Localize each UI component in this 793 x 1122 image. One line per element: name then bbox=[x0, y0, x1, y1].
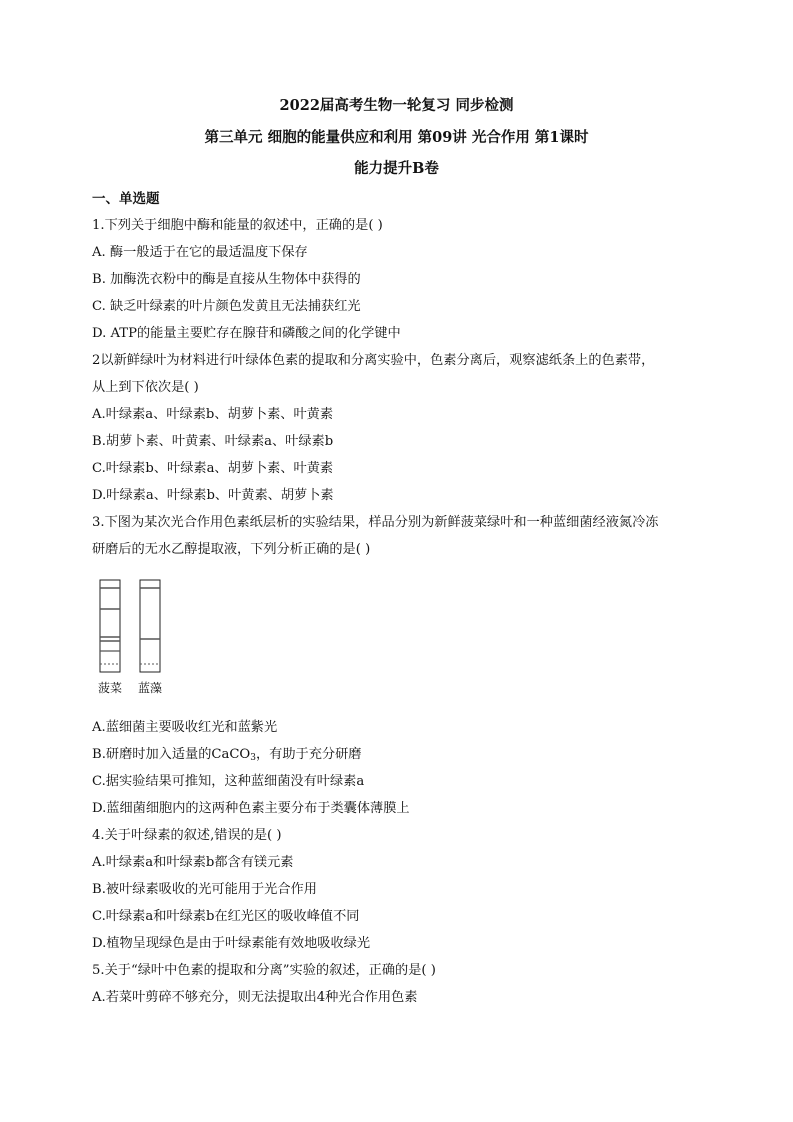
q5-option-a: A.若菜叶剪碎不够充分，则无法提取出4种光合作用色素 bbox=[92, 990, 418, 1005]
doc-title-line-3: 能力提升B卷 bbox=[354, 160, 439, 177]
q4-option-c: C.叶绿素a和叶绿素b在红光区的吸收峰值不同 bbox=[92, 909, 360, 924]
doc-title-line-1: 2022届高考生物一轮复习 同步检测 bbox=[279, 97, 514, 114]
q3-stem-line-1: 3.下图为某次光合作用色素纸层析的实验结果，样品分别为新鲜菠菜绿叶和一种蓝细菌经液氮冷冻 bbox=[92, 515, 659, 530]
q3-option-a: A.蓝细菌主要吸收红光和蓝紫光 bbox=[92, 720, 278, 735]
q5-stem: 5.关于“绿叶中色素的提取和分离”实验的叙述，正确的是( ) bbox=[92, 963, 436, 978]
q4-option-a: A.叶绿素a和叶绿素b都含有镁元素 bbox=[92, 855, 294, 870]
q3-option-c: C.据实验结果可推知，这种蓝细菌没有叶绿素a bbox=[92, 774, 365, 789]
q4-option-b: B.被叶绿素吸收的光可能用于光合作用 bbox=[92, 882, 317, 897]
q4-option-d: D.植物呈现绿色是由于叶绿素能有效地吸收绿光 bbox=[92, 936, 371, 951]
q2-option-a: A.叶绿素a、叶绿素b、胡萝卜素、叶黄素 bbox=[92, 407, 334, 422]
q3-option-d: D.蓝细菌细胞内的这两种色素主要分布于类囊体薄膜上 bbox=[92, 801, 410, 816]
q2-stem-line-2: 从上到下依次是( ) bbox=[92, 380, 199, 395]
q2-option-d: D.叶绿素a、叶绿素b、叶黄素、胡萝卜素 bbox=[92, 488, 334, 503]
q3-option-b bbox=[92, 745, 361, 768]
q1-option-c: C. 缺乏叶绿素的叶片颜色发黄且无法捕获红光 bbox=[92, 299, 361, 314]
strip-cyanobacteria bbox=[140, 580, 160, 672]
q4-stem: 4.关于叶绿素的叙述,错误的是( ) bbox=[92, 828, 282, 843]
q2-stem-line-1: 2以新鲜绿叶为材料进行叶绿体色素的提取和分离实验中，色素分离后，观察滤纸条上的色素带， bbox=[92, 353, 655, 368]
strip-spinach bbox=[100, 580, 120, 672]
q1-option-d: D. ATP的能量主要贮存在腺苷和磷酸之间的化学键中 bbox=[92, 326, 401, 341]
section-heading: 一、单选题 bbox=[92, 191, 160, 207]
q3-option-b-subscript: 3 bbox=[250, 753, 256, 763]
q1-option-a: A. 酶一般适于在它的最适温度下保存 bbox=[92, 245, 308, 260]
q1-stem: 1.下列关于细胞中酶和能量的叙述中，正确的是( ) bbox=[92, 218, 383, 233]
doc-title-line-2: 第三单元 细胞的能量供应和利用 第09讲 光合作用 第1课时 bbox=[204, 129, 589, 146]
q2-option-c: C.叶绿素b、叶绿素a、胡萝卜素、叶黄素 bbox=[92, 461, 334, 476]
chromatography-strips bbox=[92, 578, 192, 698]
q3-option-b-text-end: ，有助于充分研磨 bbox=[255, 747, 362, 762]
label-spinach: 菠菜 bbox=[98, 681, 123, 695]
q1-option-b: B. 加酶洗衣粉中的酶是直接从生物体中获得的 bbox=[92, 272, 361, 287]
q2-option-b: B.胡萝卜素、叶黄素、叶绿素a、叶绿素b bbox=[92, 434, 334, 449]
chromatography-figure bbox=[92, 578, 192, 698]
q3-option-b-text: B.研磨时加入适量的CaCO bbox=[92, 747, 251, 762]
q3-stem-line-2: 研磨后的无水乙醇提取液，下列分析正确的是( ) bbox=[92, 542, 371, 557]
label-cyanobacteria: 蓝藻 bbox=[138, 681, 163, 695]
